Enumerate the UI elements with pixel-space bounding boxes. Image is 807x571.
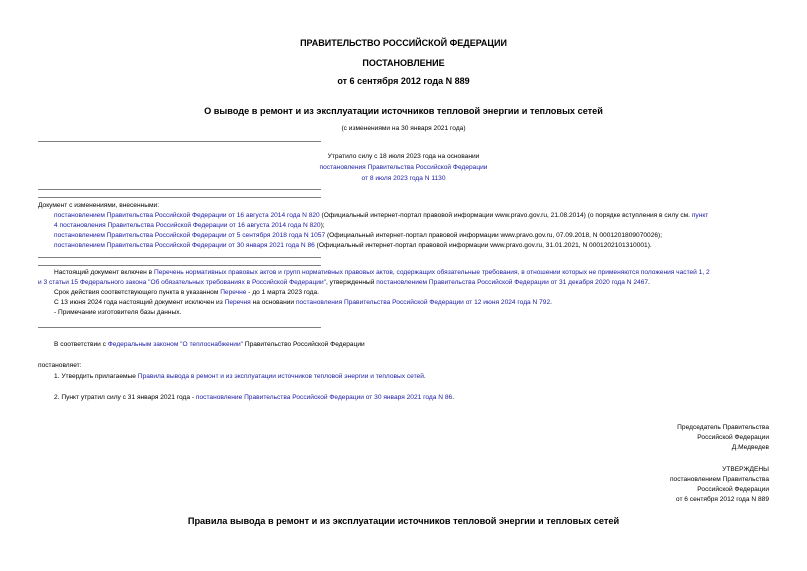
divider: [38, 327, 321, 328]
amendment-1: постановлением Правительства Российской Федерации от 16 августа 2014 года N 820 (Официальный интернет-портал правовой информации www.pravo.gov.ru, 21.08.2014) (о порядке вступления в силу см. пункт: [54, 212, 709, 219]
approval-block: УТВЕРЖДЕНЫ постановлением Правительства Российской Федерации от 6 сентября 2012 года N 889: [669, 466, 769, 503]
note-paragraph-1: Настоящий документ включен в Перечень нормативных правовых актов и групп нормативных правовых актов, содержащих обязательные требования, в отношении которых не применяются положения частей 1, 2: [54, 269, 710, 276]
amendment-3: постановлением Правительства Российской Федерации от 30 января 2021 года N 86 (Официальный интернет-портал правовой информации www.pravo.gov.ru, 31.01.2021, N 0001202101310001).: [54, 242, 652, 249]
note-paragraph-1-cont: и 3 статьи 15 Федерального закона "Об обязательных требованиях в Российской Федерации", утвержденный постановлением Правительства Российской Федерации от 31 декабря 2020 года N 2467.: [38, 279, 650, 286]
signature-name: Д.Медведев: [731, 444, 769, 451]
government-heading: ПРАВИТЕЛЬСТВО РОССИЙСКОЙ ФЕДЕРАЦИИ: [300, 38, 507, 48]
doc-date-number: от 6 сентября 2012 года N 889: [337, 76, 470, 86]
rules-link[interactable]: Правила вывода в ремонт и из эксплуатации источников тепловой энергии и тепловых сетей: [137, 373, 424, 380]
repeal-decree-link[interactable]: постановление Правительства Российской Федерации от 30 января 2021 года N 86: [195, 394, 453, 401]
signature-block: [677, 423, 769, 453]
amendment-1-cont: 4 постановления Правительства Российской Федерации от 16 августа 2014 года N 820);: [54, 222, 325, 229]
divider: [38, 197, 321, 198]
item-2: 2. Пункт утратил силу с 31 января 2021 года - постановление Правительства Российской Федерации от 30 января 2021 года N 86.: [54, 394, 455, 401]
signature-org: Российской Федерации: [697, 434, 769, 441]
lost-force-link-2[interactable]: от 8 июля 2023 года N 1130: [361, 175, 446, 182]
decides-line: постановляет:: [38, 362, 82, 369]
changes-note: (с изменениями на 30 января 2021 года): [341, 125, 466, 132]
note-paragraph-3: С 13 июня 2024 года настоящий документ исключен из Перечня на основании постановления Правительства Российской Федерации от 12 июня 2024 года N 792.: [54, 299, 552, 306]
note-paragraph-4: - Примечание изготовителя базы данных.: [54, 309, 182, 316]
divider: [38, 265, 321, 266]
divider: [38, 189, 321, 190]
signature-position: Председатель Правительства: [677, 424, 769, 431]
note-decree-link-2[interactable]: постановления Правительства Российской Федерации от 12 июня 2024 года N 792: [295, 299, 551, 306]
basis-paragraph: В соответствии с Федеральным законом "О теплоснабжении" Правительство Российской Федерации: [54, 341, 365, 348]
note-list-link-2[interactable]: Перечне: [220, 289, 247, 296]
amendment-2-link[interactable]: постановлением Правительства Российской Федерации от 5 сентября 2018 года N 1057: [54, 232, 326, 239]
amendments-intro: Документ с изменениями, внесенными:: [38, 202, 160, 209]
amendment-2: постановлением Правительства Российской Федерации от 5 сентября 2018 года N 1057 (Официальный интернет-портал правовой информации www.pravo.gov.ru, 07.09.2018, N 0001201809070026);: [54, 232, 663, 239]
doc-title: О выводе в ремонт и из эксплуатации источников тепловой энергии и тепловых сетей: [204, 106, 603, 116]
approved-label: УТВЕРЖДЕНЫ: [722, 466, 769, 473]
lost-force-line: Утратило силу с 18 июля 2023 года на основании: [327, 153, 480, 160]
amendment-1-link[interactable]: постановлением Правительства Российской Федерации от 16 августа 2014 года N 820: [54, 212, 320, 219]
divider: [38, 257, 321, 258]
note-list-link-cont[interactable]: и 3 статьи 15 Федерального закона "Об обязательных требованиях в Российской Федерации": [38, 279, 327, 286]
lost-force-link-1[interactable]: постановления Правительства Российской Федерации: [319, 164, 488, 171]
heat-supply-law-link[interactable]: Федеральным законом "О теплоснабжении": [107, 341, 243, 348]
note-decree-link[interactable]: постановлением Правительства Российской Федерации от 31 декабря 2020 года N 2467: [376, 279, 649, 286]
divider: [38, 141, 321, 142]
database-note: [38, 268, 773, 318]
amendment-1-link-cont[interactable]: 4 постановления Правительства Российской Федерации от 16 августа 2014 года N 820: [54, 222, 321, 229]
note-paragraph-2: Срок действия соответствующего пункта в указанном Перечне - до 1 марта 2023 года.: [54, 289, 319, 296]
rules-title: Правила вывода в ремонт и из эксплуатации источников тепловой энергии и тепловых сетей: [187, 516, 620, 526]
note-list-link-3[interactable]: Перечня: [224, 299, 251, 306]
amendments-block: [38, 201, 773, 251]
doc-type-heading: ПОСТАНОВЛЕНИЕ: [362, 58, 445, 68]
note-list-link[interactable]: Перечень нормативных правовых актов и групп нормативных правовых актов, содержащих обязательные требования, в отношении которых не применяются положения частей 1, 2: [153, 269, 710, 276]
amendment-1-link-point[interactable]: пункт: [691, 212, 709, 219]
amendment-3-link[interactable]: постановлением Правительства Российской Федерации от 30 января 2021 года N 86: [54, 242, 315, 249]
item-1: 1. Утвердить прилагаемые Правила вывода в ремонт и из эксплуатации источников тепловой энергии и тепловых сетей.: [54, 373, 426, 380]
